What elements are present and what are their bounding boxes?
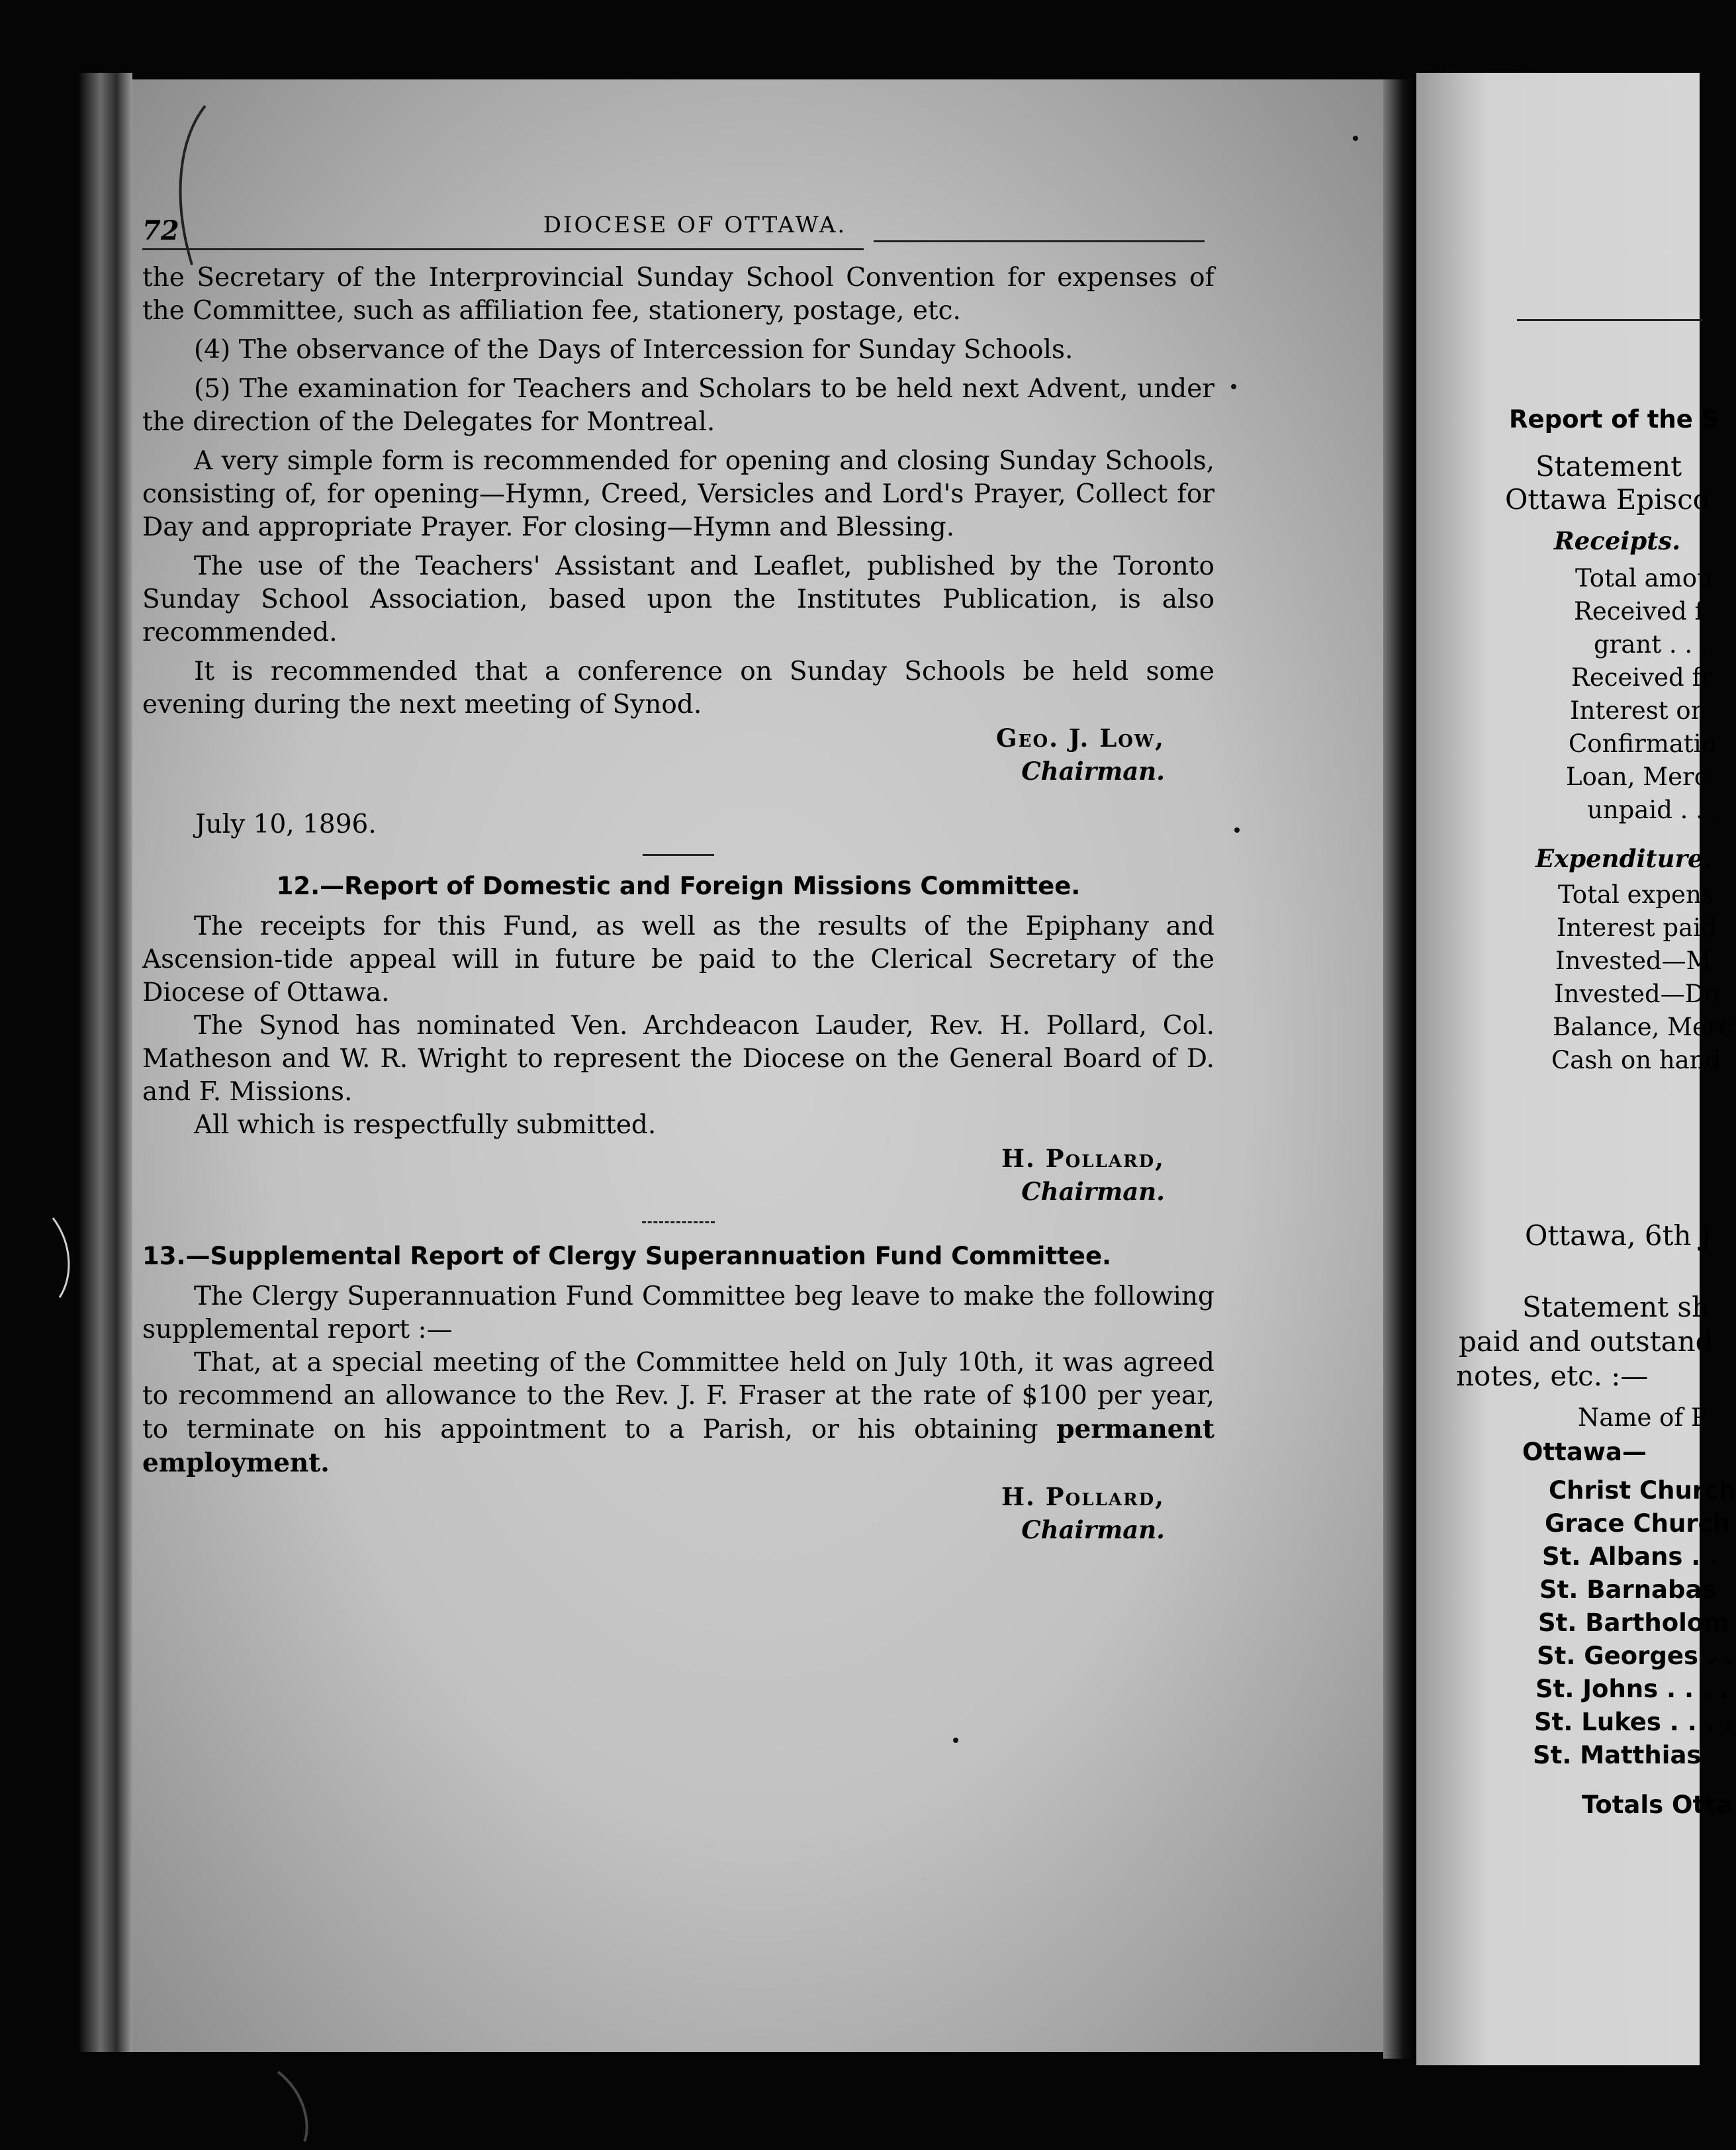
left-page-body	[142, 261, 1214, 1546]
paragraph-continued: the Secretary of the Interprovincial Sunday School Convention for expenses of the Committee, such as affiliation fee, stationery, postage, etc.	[142, 263, 1214, 326]
paragraph-simple-form: A very simple form is recommended for opening and closing Sunday Schools, consisting of, for opening—Hymn, Creed, Versicles and Lord's Prayer, Collect for Day and appropriate Prayer. For closing—Hymn and Blessing.	[142, 446, 1214, 542]
receipt-item: Received f	[1574, 597, 1704, 626]
receipt-item: Interest on	[1570, 696, 1707, 725]
signature-block-pollard-2	[142, 1480, 1165, 1546]
report-date: July 10, 1896.	[195, 810, 377, 839]
parish-row: St. Georges . .	[1537, 1642, 1734, 1670]
statement2-line-1: Statement sh	[1522, 1291, 1710, 1323]
header-rule-left	[142, 248, 864, 250]
expenditure-item: Cash on hand	[1551, 1046, 1721, 1074]
signatory-name: H. Pollard,	[1001, 1482, 1165, 1511]
table-column-header: Name of P	[1578, 1403, 1708, 1432]
right-statement-line-2: Ottawa Episco	[1505, 483, 1710, 516]
section-13-heading: 13.—Supplemental Report of Clergy Superannuation Fund Committee.	[142, 1242, 1112, 1270]
parish-row: St. Matthias	[1533, 1741, 1702, 1769]
receipt-item: Confirmatio	[1569, 729, 1716, 758]
item-4: (4) The observance of the Days of Intercession for Sunday Schools.	[194, 335, 1074, 365]
section-13-paragraph-2-end: permanent employment.	[142, 1414, 1214, 1478]
right-header-rule	[1517, 319, 1702, 321]
parish-row: St. Albans . .	[1542, 1542, 1719, 1571]
receipt-item: Total amou	[1575, 564, 1713, 592]
signature-block-pollard-1	[142, 1142, 1165, 1208]
film-speck	[1353, 136, 1358, 141]
statement2-line-2: paid and outstand	[1459, 1325, 1713, 1358]
paragraph-conference: It is recommended that a conference on Sunday Schools be held some evening during the next meeting of Synod.	[142, 657, 1214, 720]
section-13-paragraph-1: The Clergy Superannuation Fund Committee beg leave to make the following supplemental report :—	[142, 1282, 1214, 1344]
book-gutter	[1383, 79, 1416, 2059]
section-13-paragraph-2-text: That, at a special meeting of the Committee held on July 10th, it was agreed to recommend an allowance to the Rev. J. F. Fraser at the rate of $100 per year, to terminate on his appointment to a Parish, or his obtaining	[142, 1348, 1214, 1444]
film-speck	[1234, 827, 1240, 833]
parish-row: Christ Church	[1549, 1476, 1736, 1505]
section-divider	[642, 1221, 715, 1223]
section-divider	[643, 854, 714, 856]
film-speck	[1231, 384, 1236, 389]
signatory-name: Geo. J. Low,	[996, 724, 1165, 753]
parish-row: St. Johns . . . .	[1535, 1675, 1729, 1703]
signatory-role: Chairman.	[1021, 757, 1165, 786]
parish-row: St. Lukes . . . .	[1534, 1708, 1733, 1736]
expenditure-item: Balance, Merc	[1553, 1013, 1733, 1041]
ottawa-date: Ottawa, 6th J	[1525, 1219, 1712, 1252]
header-rule-right	[874, 240, 1205, 242]
receipt-item: unpaid . . .	[1587, 796, 1719, 824]
paragraph-teachers-assistant: The use of the Teachers' Assistant and Leaflet, published by the Toronto Sunday School Association, based upon the Institutes Publication, is also recommended.	[142, 551, 1214, 647]
expenditure-item: Invested—Do	[1554, 980, 1719, 1008]
page-number: 72	[142, 215, 179, 246]
receipt-item: grant . . .	[1594, 630, 1708, 659]
receipts-label: Receipts.	[1554, 526, 1681, 555]
film-scratch-mark	[46, 1211, 86, 1304]
book-page-edges	[79, 73, 132, 2052]
signatory-role: Chairman.	[1021, 1177, 1165, 1206]
signatory-role: Chairman.	[1021, 1515, 1165, 1544]
signature-block-low	[142, 722, 1165, 788]
right-statement-line-1: Statement	[1535, 450, 1682, 483]
table-group-label: Ottawa—	[1522, 1438, 1647, 1466]
film-scratch-mark	[265, 2065, 331, 2145]
parish-row: St. Barnabas	[1539, 1575, 1717, 1604]
section-12-heading: 12.—Report of Domestic and Foreign Missions Committee.	[276, 872, 1081, 900]
film-speck	[953, 1738, 958, 1743]
film-scratch-mark	[165, 99, 218, 271]
section-13-paragraph-2	[142, 1346, 1214, 1480]
expenditure-item: Interest paid	[1557, 913, 1717, 942]
expenditure-label: Expenditure.	[1535, 844, 1712, 873]
parish-row: St. Bartholom	[1538, 1609, 1729, 1637]
right-page-heading: Report of the S	[1509, 405, 1719, 434]
expenditure-item: Invested—M	[1555, 947, 1712, 975]
parish-row: Grace Church	[1545, 1509, 1730, 1538]
totals-row: Totals Otta	[1582, 1791, 1733, 1819]
receipt-item: Received fr	[1571, 663, 1713, 692]
signatory-name: H. Pollard,	[1001, 1144, 1165, 1173]
running-head: DIOCESE OF OTTAWA.	[543, 212, 847, 238]
item-5: (5) The examination for Teachers and Scholars to be held next Advent, under the direction of the Delegates for Montreal.	[142, 374, 1214, 437]
section-12-paragraph-1: The receipts for this Fund, as well as the results of the Epiphany and Ascension-tide appeal will in future be paid to the Clerical Secretary of the Diocese of Ottawa.	[142, 911, 1214, 1007]
section-12-paragraph-3: All which is respectfully submitted.	[194, 1110, 657, 1140]
expenditure-item: Total expens	[1558, 880, 1714, 909]
section-12-paragraph-2: The Synod has nominated Ven. Archdeacon Lauder, Rev. H. Pollard, Col. Matheson and W. R. Wright to represent the Diocese on the General Board of D. and F. Missions.	[142, 1011, 1214, 1107]
statement2-line-3: notes, etc. :—	[1456, 1360, 1649, 1392]
receipt-item: Loan, Merc	[1566, 763, 1708, 791]
